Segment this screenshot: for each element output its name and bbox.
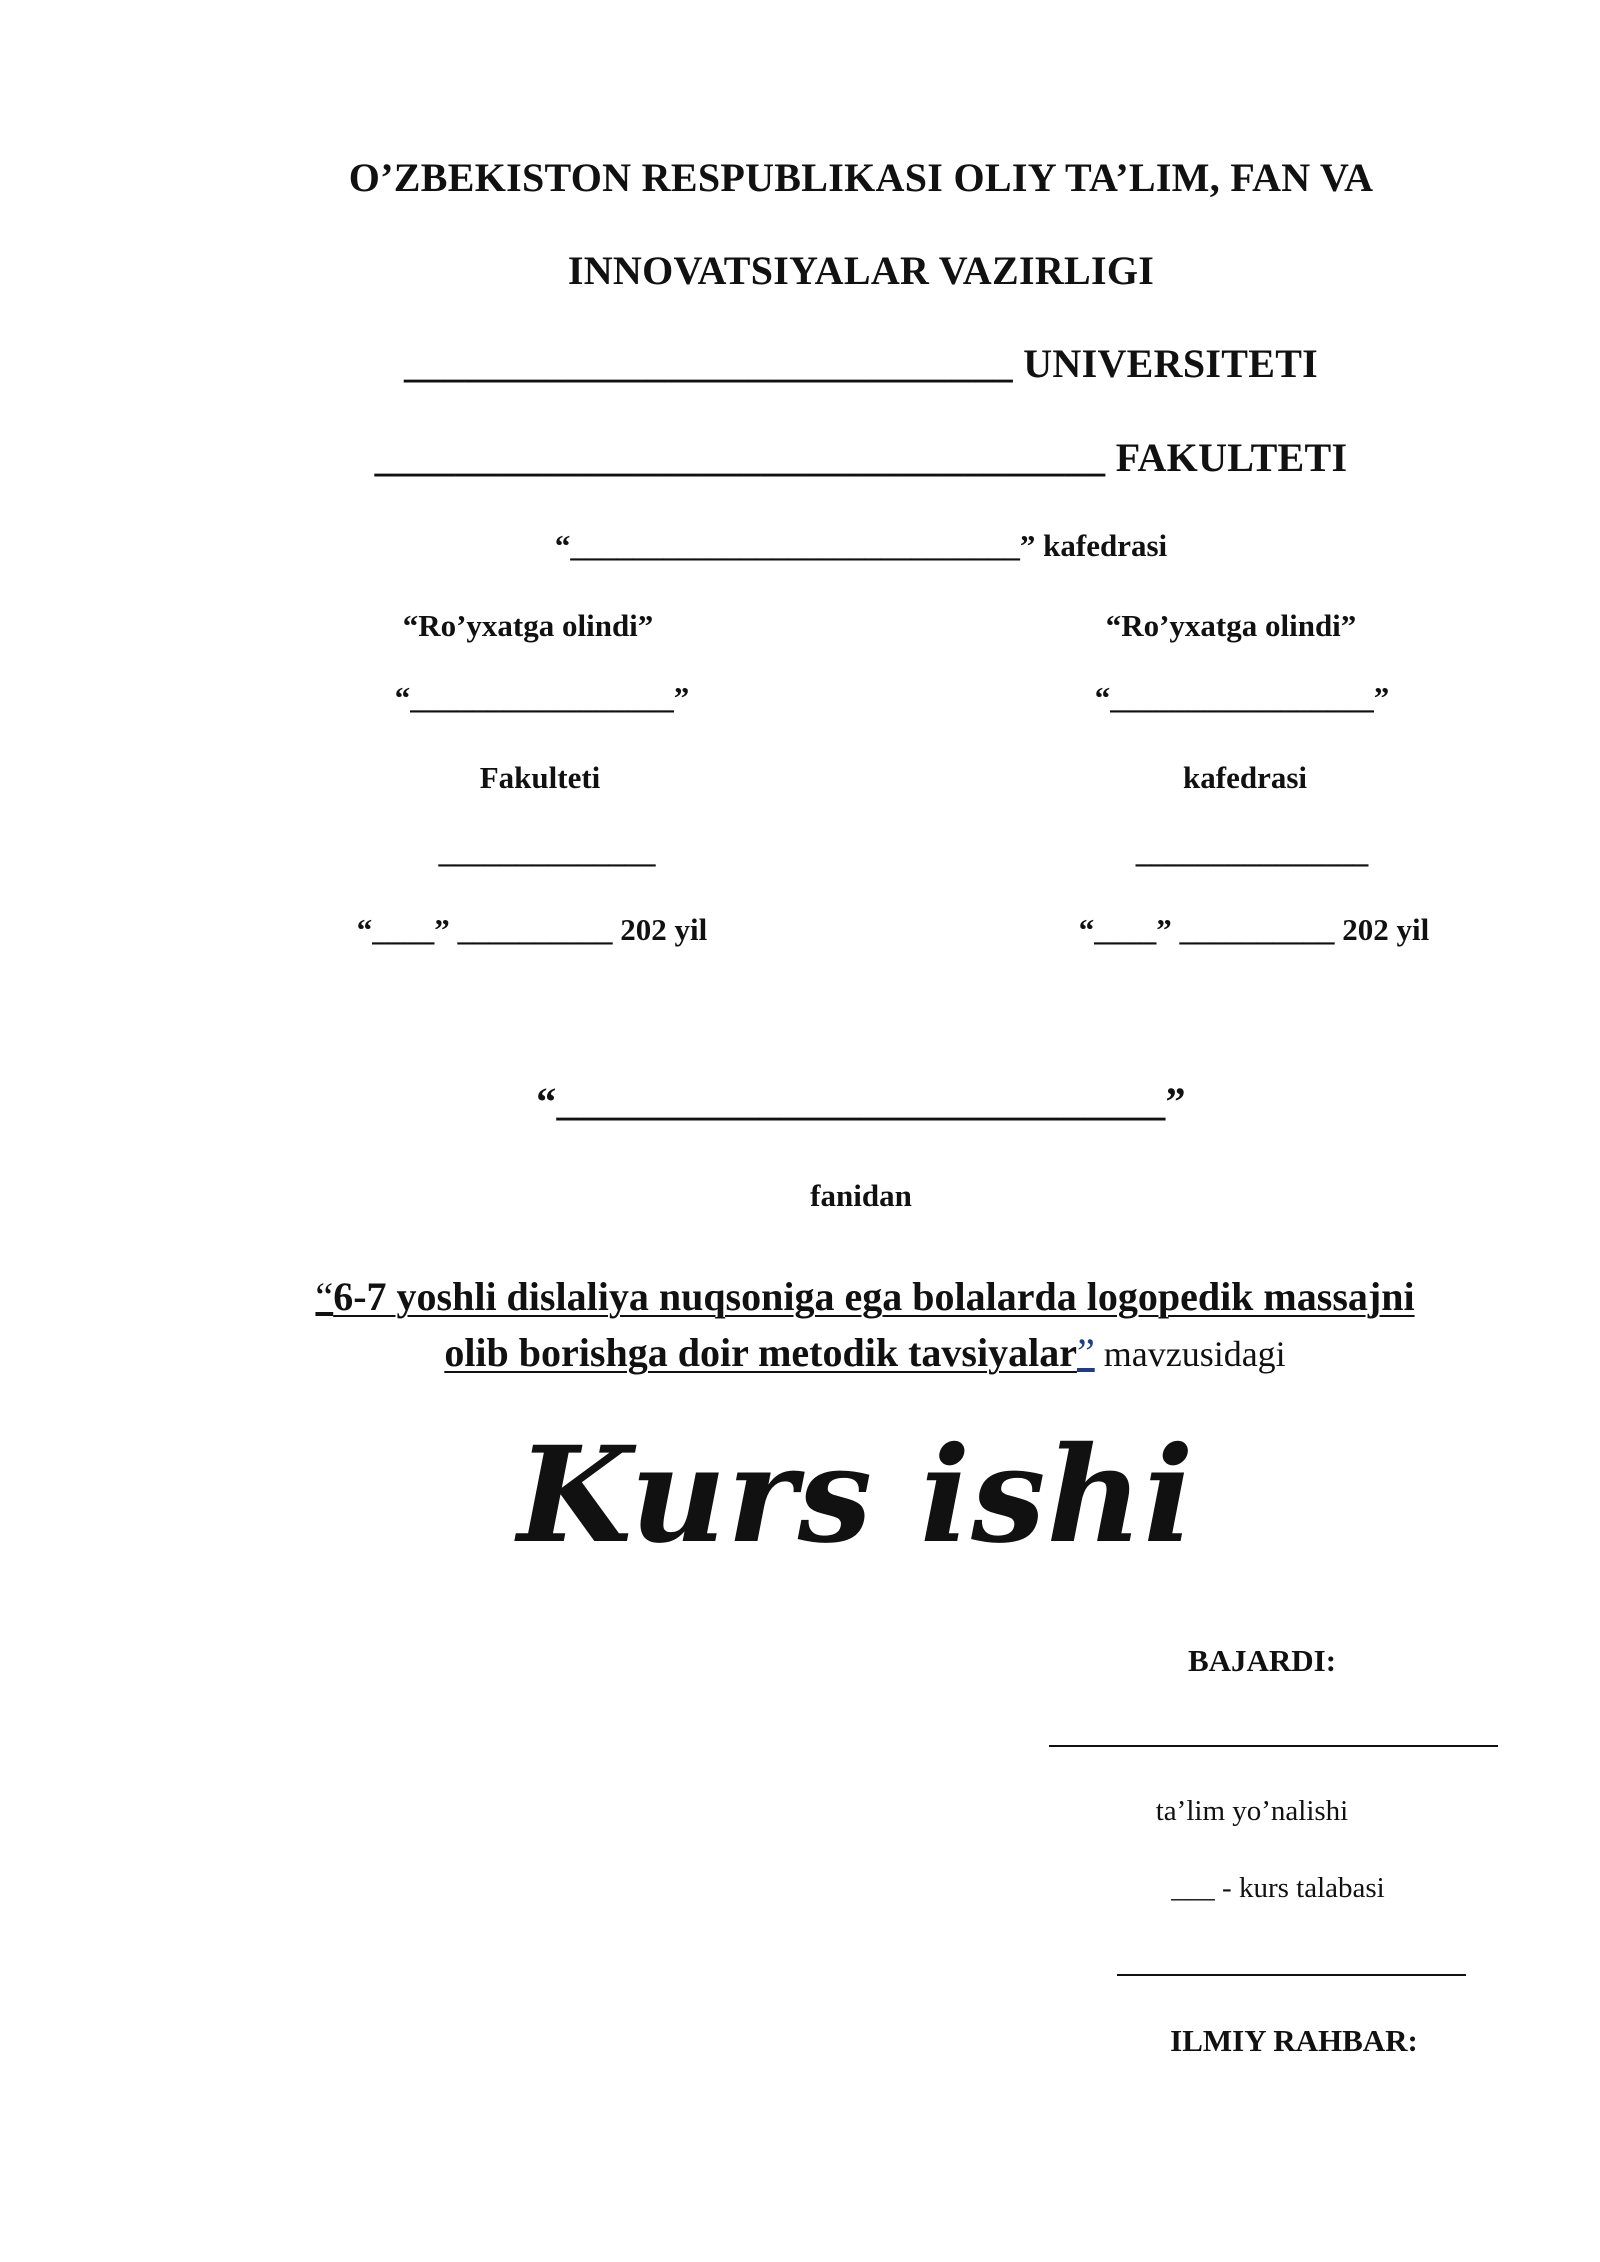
topic-close-quote: ” <box>1076 1330 1095 1375</box>
document-title: Kurs ishi <box>517 1418 1195 1573</box>
university-line: ______________________________ UNIVERSITETI <box>403 341 1319 386</box>
ministry-title-line2: INNOVATSIYALAR VAZIRLIGI <box>567 248 1155 293</box>
subject-label: fanidan <box>810 1178 912 1213</box>
performer-signature-line <box>1117 1974 1466 1976</box>
performer-name-line <box>1049 1745 1498 1747</box>
topic-text-line2: olib borishga doir metodik tavsiyalar <box>444 1330 1077 1375</box>
topic-suffix: mavzusidagi <box>1094 1334 1286 1374</box>
performer-label: BAJARDI: <box>1187 1643 1337 1678</box>
performer-field-label: ta’lim yo’nalishi <box>1155 1795 1349 1827</box>
registration-left-title: “Ro’yxatga olindi” <box>402 608 654 643</box>
registration-right-number-line: “_________________” <box>1094 680 1390 715</box>
topic-text-line1: 6-7 yoshli dislaliya nuqsoniga ega bolalarda logopedik massajni <box>333 1274 1415 1319</box>
registration-right-signature-line: _______________ <box>1135 834 1369 869</box>
supervisor-label: ILMIY RAHBAR: <box>1170 2023 1418 2058</box>
performer-course-label: ___ - kurs talabasi <box>1171 1872 1385 1904</box>
registration-left-date-line: “____” __________ 202 yil <box>356 912 708 947</box>
registration-left-signature-line: ______________ <box>438 834 656 869</box>
topic-line2 <box>436 1311 1285 1376</box>
registration-left-unit: Fakulteti <box>479 760 601 795</box>
registration-right-unit: kafedrasi <box>1183 760 1307 795</box>
subject-blank-line: “______________________________” <box>536 1079 1186 1124</box>
faculty-line: ____________________________________ FAKULTETI <box>374 435 1348 480</box>
topic-open-quote: “ <box>315 1274 334 1319</box>
registration-left-number-line: “_________________” <box>394 680 690 715</box>
registration-right-date-line: “____” __________ 202 yil <box>1078 912 1430 947</box>
department-line: “_____________________________” kafedrasi <box>554 528 1168 563</box>
registration-right-title: “Ro’yxatga olindi” <box>1105 608 1357 643</box>
ministry-title-line1: O’ZBEKISTON RESPUBLIKASI OLIY TA’LIM, FAN VA <box>348 155 1374 200</box>
